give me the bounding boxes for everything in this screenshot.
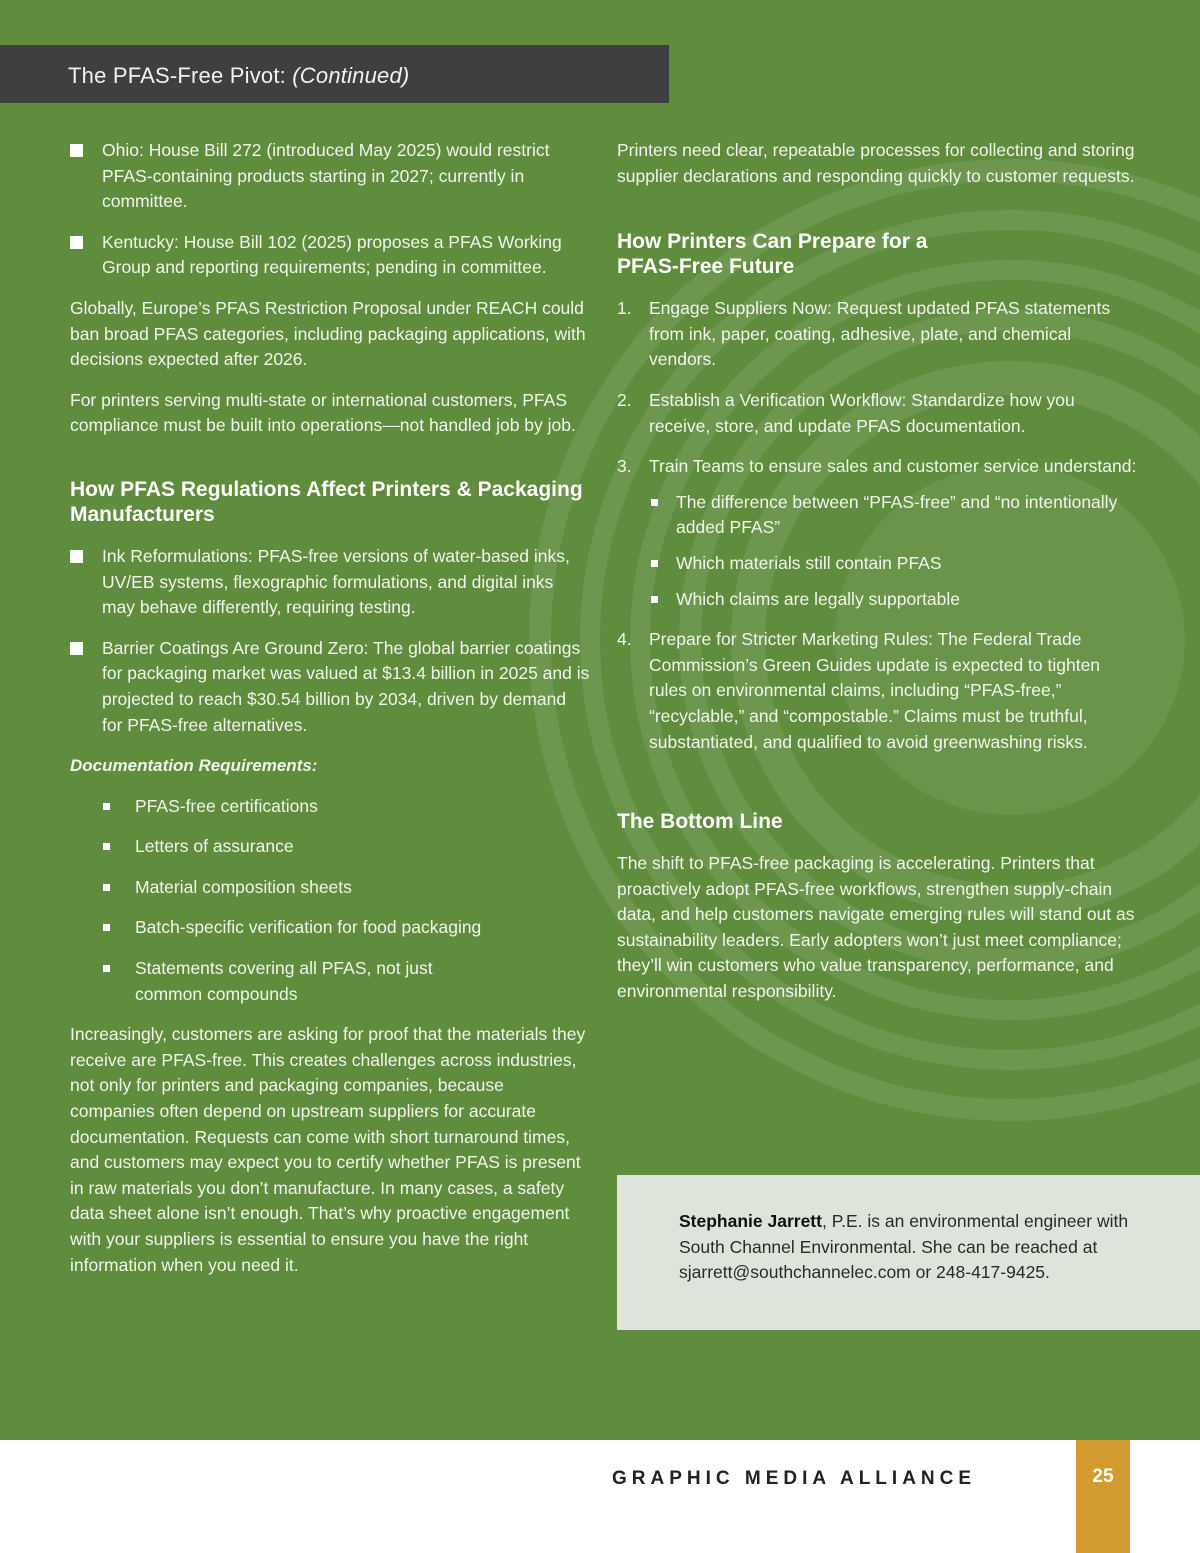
- step-text: Prepare for Stricter Marketing Rules: The Federal Trade Commission’s Green Guides update is expected to tighten rules on environmental claims, including “PFAS-free,” “recyclable,” and “compostable.” Claims must be truthful, substantiated, and qualified to avoid greenwashing risks.: [649, 629, 1101, 752]
- paragraph-intro: Printers need clear, repeatable processes for collecting and storing supplier declarations and responding quickly to customer requests.: [617, 140, 1135, 186]
- bullet-text: Batch-specific verification for food packaging: [135, 917, 482, 938]
- author-bio-box: [617, 1175, 1200, 1330]
- paragraph-increasingly: Increasingly, customers are asking for proof that the materials they receive are PFAS-free. This creates challenges across industries, not only for printers and packaging companies, because companies often depend on upstream suppliers for accurate documentation. Requests can come with short turnaround times, and customers may expect you to certify whether PFAS is present in raw materials you don’t manufacture. In many cases, a safety data sheet alone isn’t enough. That’s why proactive engagement with your suppliers is essential to ensure you have the right information when you need it.: [70, 1024, 586, 1275]
- small-square-bullet-icon: [103, 803, 110, 810]
- list-item: [617, 627, 1137, 755]
- step-text: Engage Suppliers Now: Request updated PFAS statements from ink, paper, coating, adhesive, plate, and chemical vendors.: [649, 298, 1111, 370]
- list-item: [70, 230, 590, 281]
- bullet-text: Ink Reformulations: PFAS-free versions of water-based inks, UV/EB systems, flexographic formulations, and digital inks may behave differently, requiring testing.: [102, 545, 570, 618]
- list-item: [70, 915, 590, 941]
- title-continued: (Continued): [292, 63, 410, 88]
- page-number-tab: [1076, 1440, 1130, 1553]
- step-text: Establish a Verification Workflow: Standardize how you receive, store, and update PFAS documentation.: [649, 389, 1075, 436]
- page-title: [68, 63, 409, 89]
- bullet-text: The difference between “PFAS-free” and “no intentionally added PFAS”: [676, 491, 1118, 538]
- square-bullet-icon: [70, 550, 83, 563]
- list-item: [617, 296, 1137, 373]
- paragraph-bottom-line: The shift to PFAS-free packaging is accelerating. Printers that proactively adopt PFAS-free workflows, strengthen supply-chain data, and help customers navigate emerging rules will stand out as sustainability leaders. Early adopters won’t just meet compliance; they’ll win customers who value transparency, performance, and environmental responsibility.: [617, 853, 1135, 1002]
- step-number: 3.: [617, 456, 632, 477]
- step-number: 1.: [617, 298, 632, 319]
- step-number: 2.: [617, 389, 632, 410]
- left-column: [70, 138, 590, 1293]
- small-square-bullet-icon: [103, 843, 110, 850]
- title-bar: [0, 45, 669, 103]
- prepare-steps-list: [617, 296, 1137, 755]
- author-bio-text: , P.E. is an environmental engineer with South Channel Environmental. She can be reached at sjarrett@southchannelec.com or 248-417-9425.: [679, 1211, 1129, 1283]
- affect-list: [70, 544, 590, 738]
- author-name: Stephanie Jarrett: [679, 1211, 822, 1231]
- bullet-text: PFAS-free certifications: [135, 795, 318, 816]
- list-item: [70, 636, 590, 738]
- documentation-list: [70, 794, 590, 1008]
- list-item: [649, 490, 1137, 541]
- train-teams-list: [649, 490, 1137, 612]
- square-bullet-icon: [70, 236, 83, 249]
- title-text: The PFAS-Free Pivot:: [68, 63, 286, 88]
- right-column: [617, 138, 1137, 1020]
- small-square-bullet-icon: [651, 560, 658, 567]
- small-square-bullet-icon: [103, 965, 110, 972]
- bullet-text: Barrier Coatings Are Ground Zero: The global barrier coatings for packaging market was valued at $13.4 billion in 2025 and is projected to reach $30.54 billion by 2034, driven by demand for PFAS-free alternatives.: [102, 637, 590, 735]
- heading-bottom-line: The Bottom Line: [617, 810, 783, 834]
- author-bio: [679, 1209, 1134, 1286]
- paragraph-multistate: For printers serving multi-state or international customers, PFAS compliance must be built into operations—not handled job by job.: [70, 389, 576, 436]
- small-square-bullet-icon: [651, 596, 658, 603]
- heading-prepare: How Printers Can Prepare for a PFAS-Free Future: [617, 230, 928, 279]
- list-item: [617, 388, 1137, 439]
- list-item: [70, 956, 590, 1007]
- bullet-text: Letters of assurance: [135, 836, 294, 857]
- small-square-bullet-icon: [103, 924, 110, 931]
- publication-name: GRAPHIC MEDIA ALLIANCE: [612, 1468, 977, 1489]
- list-item: [70, 794, 590, 820]
- list-item: [649, 551, 1137, 577]
- bullet-text: Ohio: House Bill 272 (introduced May 2025) would restrict PFAS-containing products starting in 2027; currently in committee.: [102, 140, 550, 212]
- step-number: 4.: [617, 629, 632, 650]
- bullet-text: Which claims are legally supportable: [676, 588, 961, 609]
- list-item: [70, 875, 590, 901]
- page-number: 25: [1092, 1466, 1114, 1487]
- list-item: [70, 544, 590, 621]
- bullet-text: Kentucky: House Bill 102 (2025) proposes a PFAS Working Group and reporting requirements; pending in committee.: [102, 231, 562, 278]
- square-bullet-icon: [70, 144, 83, 157]
- list-item: [70, 138, 590, 215]
- small-square-bullet-icon: [103, 884, 110, 891]
- bullet-text: Statements covering all PFAS, not just common compounds: [135, 958, 433, 1004]
- paragraph-global: Globally, Europe’s PFAS Restriction Proposal under REACH could ban broad PFAS categories, including packaging applications, with decisions expected after 2026.: [70, 297, 586, 370]
- list-item: [649, 587, 1137, 613]
- heading-regulations-affect: How PFAS Regulations Affect Printers & Packaging Manufacturers: [70, 477, 583, 526]
- square-bullet-icon: [70, 642, 83, 655]
- list-item: [617, 454, 1137, 612]
- step-text: Train Teams to ensure sales and customer service understand:: [649, 456, 1137, 477]
- small-square-bullet-icon: [651, 499, 658, 506]
- heading-documentation: Documentation Requirements:: [70, 756, 318, 776]
- bullet-text: Which materials still contain PFAS: [676, 552, 942, 573]
- bullet-text: Material composition sheets: [135, 876, 352, 897]
- state-bill-list: [70, 138, 590, 281]
- list-item: [70, 834, 590, 860]
